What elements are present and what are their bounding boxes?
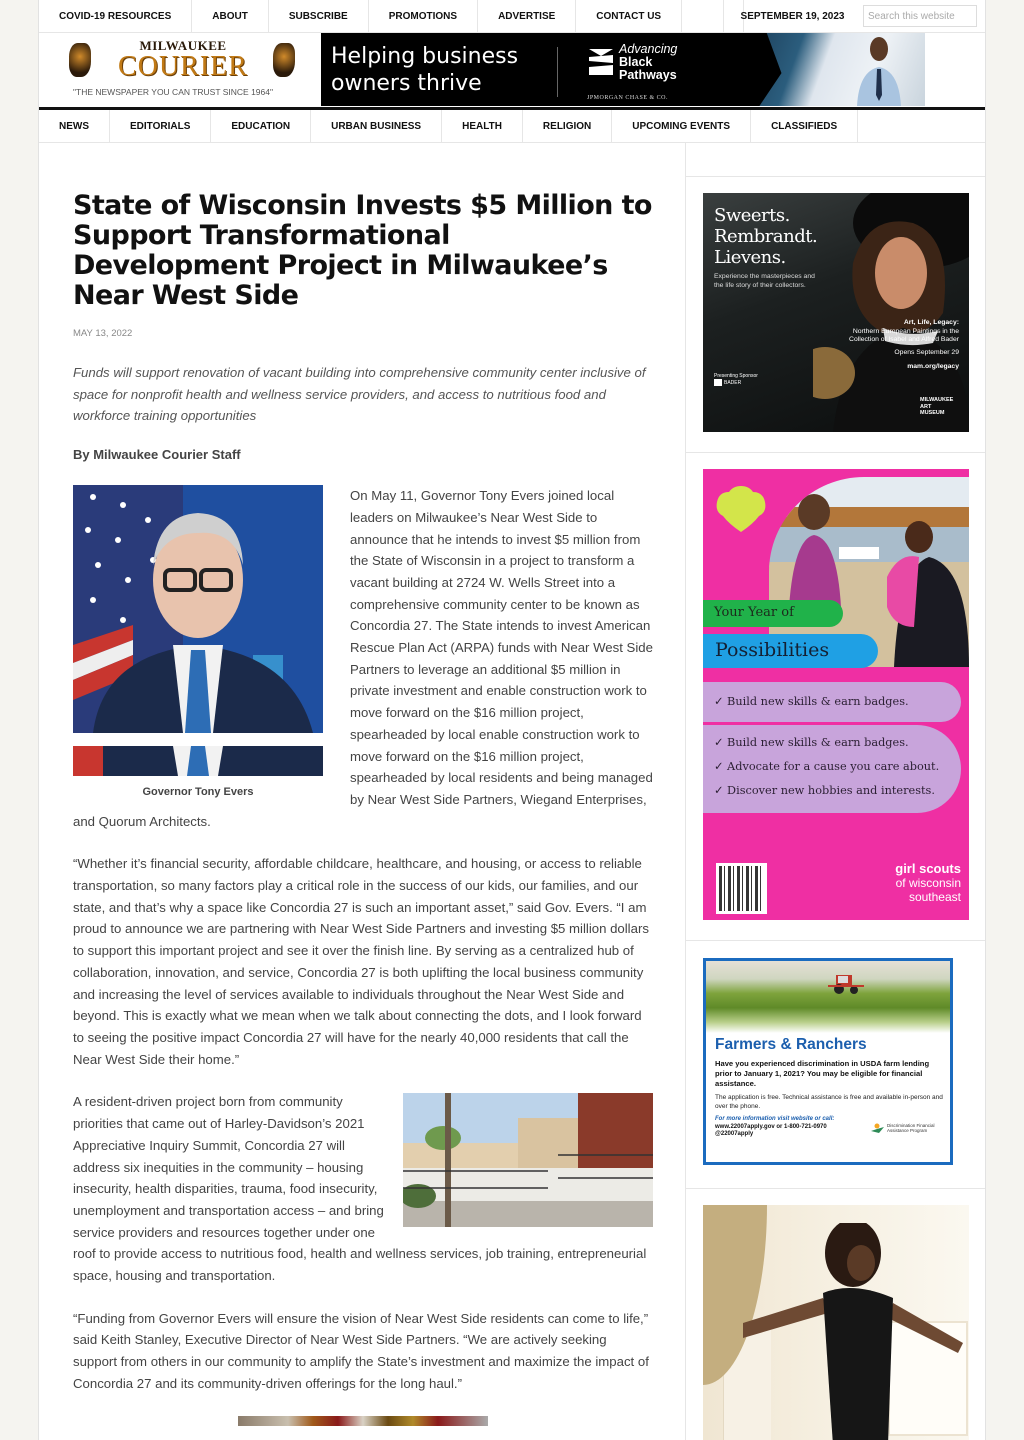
girl-scouts-logo-line2: of wisconsin [895, 876, 961, 890]
girl-scouts-logo-line1: girl scouts [895, 861, 961, 876]
usda-ad-body [715, 1035, 943, 1139]
usda-ad-more-info: For more information visit website or call: [715, 1116, 835, 1122]
museum-logo-line1: MILWAUKEE [920, 397, 954, 403]
museum-ad-headline-1: Sweerts. [714, 205, 790, 226]
governor-photo[interactable] [73, 485, 323, 733]
banner-headline-line1: Helping business [331, 44, 519, 69]
logo-ornament-right [273, 43, 295, 77]
article-block-1 [73, 485, 653, 832]
banner-program-name [619, 43, 677, 82]
girl-scouts-item-3: ✓ Advocate for a cause you care about. [714, 760, 940, 773]
girl-scouts-logo-line3: southeast [908, 890, 961, 904]
governor-portrait-fragment-image [73, 746, 323, 776]
museum-ad-sponsor [714, 373, 804, 386]
logo-ornament-left [69, 43, 91, 77]
article-paragraph-1-end: Architects. [149, 813, 211, 829]
article-paragraph-3: A resident-driven project born from community priorities that came out of Harley-Davidson’s 2021 Appreciative Inquiry Summit, Concordia 27 will address six inequities in the community – housing insecurity, health disparities, trauma, food insecurity, unemployment and transportation access – and bring service providers and resources together under one roof to provide access to [73, 1094, 384, 1262]
girl-scouts-trefoil-icon [715, 486, 767, 532]
ad-milwaukee-art-museum[interactable] [703, 193, 969, 432]
nav-classifieds[interactable]: CLASSIFIEDS [751, 110, 858, 142]
logo-tagline: "THE NEWSPAPER YOU CAN TRUST SINCE 1964" [73, 87, 274, 97]
usda-ad-contact-social: @22007apply [715, 1131, 754, 1137]
usda-ad-contact [715, 1124, 865, 1139]
governor-photo-duplicate [73, 746, 323, 776]
bader-logo-icon [714, 379, 722, 386]
site-container [38, 0, 986, 1440]
article-dek: Funds will support renovation of vacant building into comprehensive community center inclusive of space for nonprofit health and wellness service providers, and access to nutritious food and workforce training opportunities [73, 365, 646, 424]
girl-scouts-possibilities: Possibilities [715, 639, 830, 661]
site-logo[interactable] [69, 39, 295, 105]
article-paragraph-2: “Whether it’s financial security, affordable childcare, healthcare, and housing, or access to reliable transportation, so many factors play a critical role in the success of our kids, our families, and our state, and that’s why a space like Concordia 27 is such an important asset,” said Gov. Evers. “I am proud to announce we are partnering with Near West Side Partners and investing $5 million dollars to support this important project and see it over the finish line. By serving as a centralized hub of collaboration, innovation, and service, Concordia 27 is both uplifting the local business community and increasing the level of services available to individuals throughout the Near West Side and beyond. This is exactly what we mean when we talk about connecting the dots, and I look forward to seeing the positive impact Concordia 27 will have for the nearly 40,000 residents that call the Near West Side their home.” [73, 856, 649, 1067]
museum-ad-right-block [825, 319, 959, 372]
usda-ad-text: The application is free. Technical assistance is free and available in-person and over the phone. [715, 1094, 943, 1110]
article-paragraph-3-end: nutritious food, health and wellness services, job training, entrepreneurial space, housing and transportation. [73, 1246, 647, 1284]
article-date: MAY 13, 2022 [73, 328, 133, 339]
museum-ad-bader: BADER [724, 379, 742, 386]
usda-program-name: Discrimination Financial Assistance Program [887, 1122, 935, 1133]
usda-ad-headline: Farmers & Ranchers [715, 1036, 867, 1053]
vacant-lot-photo[interactable] [403, 1093, 653, 1227]
top-nav-advertise[interactable]: ADVERTISE [478, 0, 576, 33]
ad-girl-scouts[interactable] [703, 469, 969, 920]
nav-religion[interactable]: RELIGION [523, 110, 612, 142]
top-bar [39, 0, 985, 33]
search-input[interactable] [863, 5, 977, 27]
nav-upcoming-events[interactable]: UPCOMING EVENTS [612, 110, 751, 142]
article-bottom-photo[interactable] [238, 1416, 488, 1426]
top-nav-subscribe[interactable]: SUBSCRIBE [269, 0, 369, 33]
advancing-black-pathways-logo-icon [587, 47, 615, 77]
usda-ad-footer [715, 1116, 943, 1139]
nav-education[interactable]: EDUCATION [211, 110, 311, 142]
nav-news[interactable]: NEWS [39, 110, 110, 142]
museum-ad-url: mam.org/legacy [907, 363, 959, 370]
museum-ad-headline-2: Rembrandt. [714, 226, 818, 247]
girl-scouts-item-2: ✓ Build new skills & earn badges. [714, 736, 909, 749]
article-title: State of Wisconsin Invests $5 Million to Support Transformational Development Project in Milwaukee’s Near West Side [73, 190, 652, 311]
usda-ad-contact-block [715, 1116, 865, 1139]
museum-ad-presenting-label: Presenting Sponsor [714, 373, 758, 379]
logo-courier: COURIER [118, 51, 248, 82]
tractor-icon [828, 973, 864, 995]
logo-wordmark [95, 39, 271, 81]
usda-ad-question: Have you experienced discrimination in USDA farm lending prior to January 1, 2021? You may be eligible for financial assistance. [715, 1059, 930, 1088]
museum-ad-headline [714, 205, 832, 268]
top-nav-about[interactable]: ABOUT [192, 0, 269, 33]
sidebar-section-empty [686, 143, 985, 177]
banner-headline-line2: owners thrive [331, 71, 482, 96]
banner-program-line3: Pathways [619, 68, 677, 82]
museum-ad-exhibit-desc: Northern European Paintings in the Collection of Isabel and Alfred Bader [849, 327, 959, 343]
girl-scouts-logo [853, 862, 961, 904]
sidebar [685, 143, 985, 1440]
girl-scouts-tagline-2 [703, 634, 878, 668]
banner-person-image [851, 35, 903, 106]
top-nav-covid-resources[interactable]: COVID-19 RESOURCES [39, 0, 192, 33]
qr-code-icon [716, 863, 767, 914]
article-paragraph-4: “Funding from Governor Evers will ensure the vision of Near West Side residents can come to life,” said Keith Stanley, Executive Director of Near West Side Partners. “We are actively seeking support from others in our community to amplify the State’s investment and maximize the impact of Concordia 27 and its community-driven offerings for the long haul.” [73, 1310, 649, 1391]
article-byline: By Milwaukee Courier Staff [73, 447, 241, 463]
top-nav [39, 0, 744, 33]
girl-scouts-item-4: ✓ Discover new hobbies and interests. [714, 784, 935, 797]
logo-milwaukee: MILWAUKEE [139, 38, 227, 53]
ad-homeowner-photo[interactable] [703, 1205, 969, 1440]
banner-divider [557, 47, 558, 97]
dfa-program-icon [871, 1123, 884, 1134]
museum-ad-headline-3: Lievens. [714, 247, 786, 268]
banner-program-line2: Black [619, 55, 653, 69]
nav-health[interactable]: HEALTH [442, 110, 523, 142]
museum-logo [920, 397, 953, 417]
article-block-3 [73, 1091, 653, 1286]
farm-field-image [706, 961, 950, 1033]
article [73, 143, 653, 1426]
current-date: SEPTEMBER 19, 2023 [723, 0, 861, 33]
main-nav [39, 110, 985, 143]
governor-portrait-image [73, 485, 323, 733]
museum-ad-left-block [714, 205, 832, 290]
girl-scouts-tagline-1 [703, 600, 843, 627]
museum-ad-subhead: Experience the masterpieces and the life story of their collectors. [714, 273, 815, 289]
banner-headline [331, 43, 518, 97]
museum-logo-line2: ART [920, 403, 932, 410]
usda-program-logo [871, 1123, 943, 1139]
museum-ad-exhibit [825, 319, 959, 345]
banner-program-line1: Advancing [619, 42, 678, 56]
girl-scouts-item-1: ✓ Build new skills & earn badges. [714, 695, 909, 708]
museum-ad-exhibit-title: Art, Life, Legacy: [903, 319, 959, 326]
content-column [39, 143, 685, 1440]
article-paragraph-1: On May 11, Governor Tony Evers joined local leaders on Milwaukee’s Near West Side to announce that he intends to invest $5 million from the State of Wisconsin in a project to transform a vacant building at 2724 W. Wells Street into a comprehensive community center to be known as Concordia 27. The State intends to invest American Rescue Plan Act (ARPA) funds with Near West Side Partners to leverage an additional $5 million in private investment and enable construction work to move forward on the $16 million project, spearheaded by local enable construction work to move forward on the $16 million project, spearheaded by local residents and being managed by Near West Side Partners, Wiegand Enterprises, and Quorum [73, 488, 653, 829]
vacant-lot-image [403, 1093, 653, 1227]
ad-usda-farmers[interactable] [703, 958, 953, 1165]
usda-ad-contact-web-phone: www.22007apply.gov or 1-800-721-0970 [715, 1123, 827, 1130]
nav-urban-business[interactable]: URBAN BUSINESS [311, 110, 442, 142]
top-nav-promotions[interactable]: PROMOTIONS [369, 0, 478, 33]
woman-in-new-home-image [743, 1223, 965, 1440]
museum-ad-opens: Opens September 29 [894, 348, 959, 356]
nav-editorials[interactable]: EDITORIALS [110, 110, 211, 142]
museum-logo-line3: MUSEUM [920, 410, 945, 416]
banner-ad-jpmorgan[interactable] [321, 33, 925, 106]
banner-sponsor: JPMORGAN CHASE & CO. [587, 95, 669, 101]
site-header [39, 33, 985, 108]
top-nav-contact-us[interactable]: CONTACT US [576, 0, 682, 33]
governor-caption: Governor Tony Evers [142, 786, 254, 799]
governor-figure [73, 485, 323, 799]
girl-scouts-your-year: Your Year of [714, 605, 794, 620]
